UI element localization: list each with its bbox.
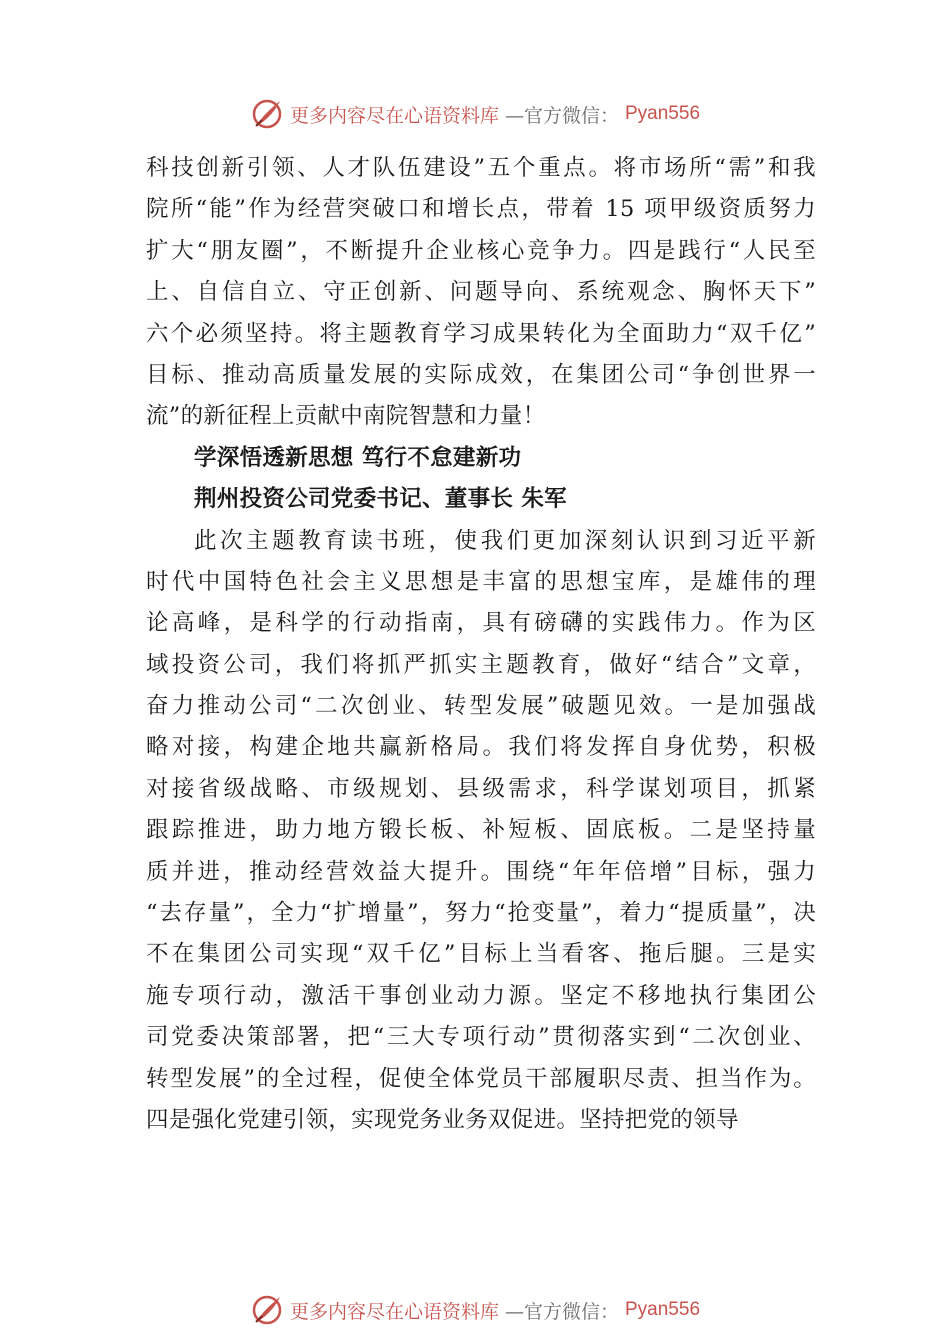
text-line: 时代中国特色社会主义思想是丰富的思想宝库，是雄伟的理 (146, 568, 816, 595)
text-line: 流”的新征程上贡献中南院智慧和力量！ (146, 403, 546, 430)
text-line: 扩大“朋友圈”，不断提升企业核心竞争力。四是践行“人民至 (146, 237, 816, 264)
text-line: 司党委决策部署，把“三大专项行动”贯彻落实到“二次创业、 (146, 1024, 816, 1051)
text-line: 不在集团公司实现“双千亿”目标上当看客、拖后腿。三是实 (146, 941, 816, 968)
text-line: 跟踪推进，助力地方锻长板、补短板、固底板。二是坚持量 (146, 817, 816, 844)
text-line: 院所“能”作为经营突破口和增长点，带着 15 项甲级资质努力 (146, 196, 816, 223)
paragraph-speech (146, 521, 816, 1142)
banner-brand-text: 更多内容尽在心语资料库 (289, 1300, 499, 1323)
section-title: 学深悟透新思想 笃行不怠建新功 (194, 444, 522, 471)
text-line: 质并进，推动经营效益大提升。围绕“年年倍增”目标，强力 (146, 858, 816, 885)
text-line: 施专项行动，激活干事创业动力源。坚定不移地执行集团公 (146, 982, 816, 1009)
text-line: 四是强化党建引领，实现党务业务双促进。坚持把党的领导 (146, 1106, 739, 1133)
header-banner (0, 94, 950, 134)
quill-pen-logo-icon (250, 1293, 284, 1327)
text-line: 域投资公司，我们将抓严抓实主题教育，做好“结合”文章， (146, 651, 816, 678)
banner-wechat-id: Pyan556 (625, 1299, 701, 1320)
section-author: 荆州投资公司党委书记、董事长 朱军 (194, 486, 567, 513)
text-line: 科技创新引领、人才队伍建设”五个重点。将市场所“需”和我 (146, 155, 816, 181)
text-line: “去存量”，全力“扩增量”，努力“抢变量”，着力“提质量”，决 (146, 900, 816, 927)
text-line: 目标、推动高质量发展的实际成效，在集团公司“争创世界一 (146, 361, 816, 388)
banner-dash-text: —官方微信： (504, 104, 619, 127)
text-line: 奋力推动公司“二次创业、转型发展”破题见效。一是加强战 (146, 693, 816, 720)
banner-dash-text: —官方微信： (504, 1300, 619, 1323)
text-line: 略对接，构建企地共赢新格局。我们将发挥自身优势，积极 (146, 734, 816, 761)
text-line: 六个必须坚持。将主题教育学习成果转化为全面助力“双千亿” (146, 320, 816, 347)
text-line: 论高峰，是科学的行动指南，具有磅礴的实践伟力。作为区 (146, 610, 816, 637)
footer-banner (0, 1290, 950, 1330)
text-line: 转型发展”的全过程，促使全体党员干部履职尽责、担当作为。 (146, 1065, 816, 1092)
paragraph-continued (146, 148, 816, 438)
quill-pen-logo-icon (250, 97, 284, 131)
banner-brand-text: 更多内容尽在心语资料库 (289, 104, 499, 127)
document-body (146, 148, 816, 1141)
banner-wechat-id: Pyan556 (625, 103, 701, 124)
text-line: 对接省级战略、市级规划、县级需求，科学谋划项目，抓紧 (146, 775, 816, 802)
text-line: 上、自信自立、守正创新、问题导向、系统观念、胸怀天下” (146, 279, 816, 306)
text-line: 此次主题教育读书班，使我们更加深刻认识到习近平新 (194, 527, 816, 554)
